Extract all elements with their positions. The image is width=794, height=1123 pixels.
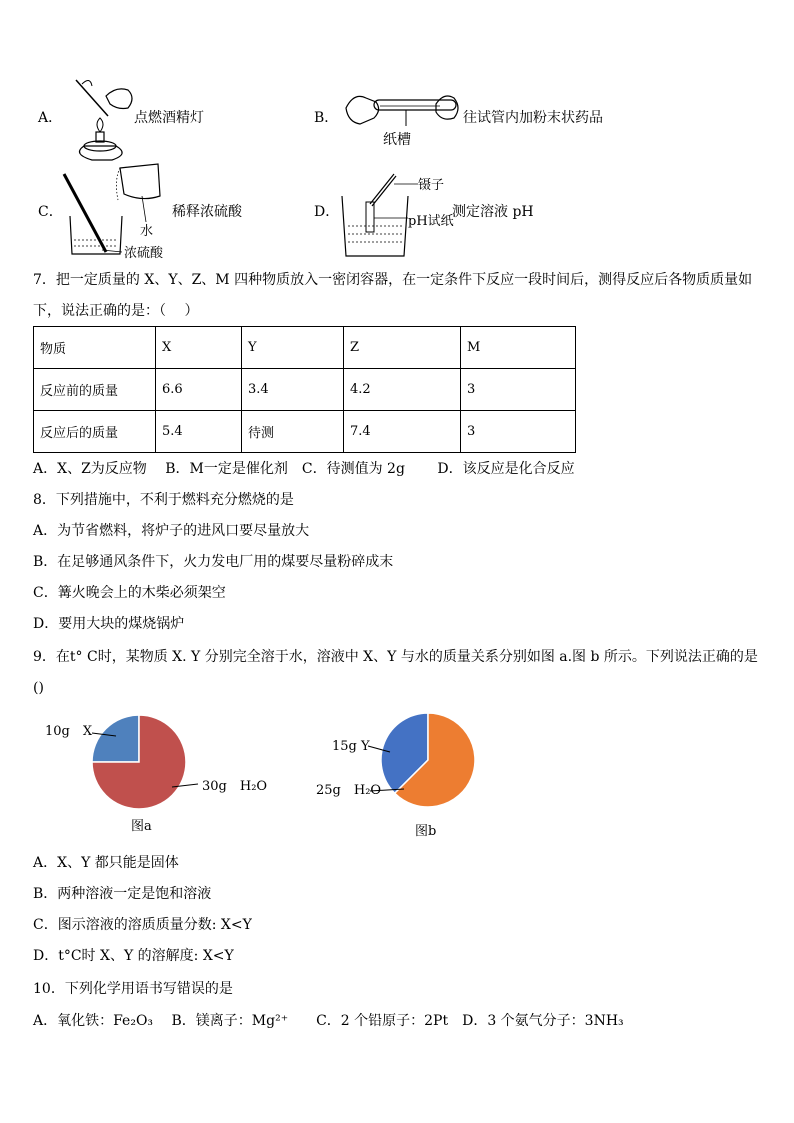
table-cell: 7.4 [344,411,461,453]
q10-options: A．氧化铁：Fe₂O₃ B．镁离子：Mg²⁺ C．2 个铅原子：2Pt D．3 个氨气分子：3NH₃ [33,1013,624,1029]
q9-option-a: A．X、Y 都只能是固体 [33,855,179,871]
q9-option-c: C．图示溶液的溶质质量分数: X<Y [33,917,252,933]
q8-option-a: A．为节省燃料，将炉子的进风口要尽量放大 [33,523,310,539]
option-a-text: 点燃酒精灯 [134,110,204,126]
pie-b-caption: 图b [415,824,437,839]
table-cell: 3.4 [242,369,344,411]
table-cell: 3 [461,369,576,411]
q9-stem-line1: 9．在t° C时，某物质 X. Y 分别完全溶于水，溶液中 X、Y 与水的质量关系分别如图 a.图 b 所示。下列说法正确的是 [33,649,758,665]
header-cell: Y [242,327,344,369]
header-cell: Z [344,327,461,369]
table-cell: 3 [461,411,576,453]
paper-groove-label: 纸槽 [383,132,411,148]
q8-option-c: C．篝火晚会上的木柴必须架空 [33,585,226,601]
q9-stem-line2: () [33,680,44,696]
pie-a-water-label: 30g H₂O [202,779,268,794]
pie-a-x-label: 10g X [45,724,93,739]
table-cell: 5.4 [156,411,242,453]
q8-option-b: B．在足够通风条件下，火力发电厂用的煤要尽量粉碎成末 [33,554,394,570]
pie-b-y-label: 15g Y [332,739,370,754]
option-b-text: 往试管内加粉末状药品 [463,110,603,126]
option-d-text: 测定溶液 pH [452,204,534,220]
table-cell: 反应前的质量 [34,369,156,411]
q8-option-d: D．要用大块的煤烧锅炉 [33,616,185,632]
option-b-letter: B． [314,110,339,126]
header-cell: X [156,327,242,369]
q10-stem: 10．下列化学用语书写错误的是 [33,981,233,997]
pie-a-caption: 图a [131,819,152,834]
table-cell: 4.2 [344,369,461,411]
conc-acid-label: 浓硫酸 [124,246,164,261]
option-d-letter: D． [314,204,340,220]
ph-paper-label: pH试纸 [408,214,454,229]
option-a-letter: A． [38,110,63,126]
q8-stem: 8．下列措施中，不利于燃料充分燃烧的是 [33,492,294,508]
water-label: 水 [140,224,154,239]
q7-stem-line1: 7．把一定质量的 X、Y、Z、M 四种物质放入一密闭容器，在一定条件下反应一段时间后，测得反应后各物质质量如 [33,272,753,288]
q7-stem-line2: 下，说法正确的是：（ ） [33,303,199,319]
pie-b-water-label: 25g H₂O [316,783,382,798]
tweezers-label: 镊子 [418,178,445,193]
header-cell: M [461,327,576,369]
table-cell: 6.6 [156,369,242,411]
header-cell: 物质 [34,327,156,369]
q9-option-b: B．两种溶液一定是饱和溶液 [33,886,212,902]
table-cell: 反应后的质量 [34,411,156,453]
table-cell: 待测 [242,411,344,453]
option-c-letter: C． [38,204,63,220]
q7-options: A．X、Z为反应物 B．M一定是催化剂 C．待测值为 2g D．该反应是化合反应 [33,461,575,477]
option-c-text: 稀释浓硫酸 [172,204,242,220]
q9-option-d: D．t°C时 X、Y 的溶解度: X<Y [33,948,234,964]
